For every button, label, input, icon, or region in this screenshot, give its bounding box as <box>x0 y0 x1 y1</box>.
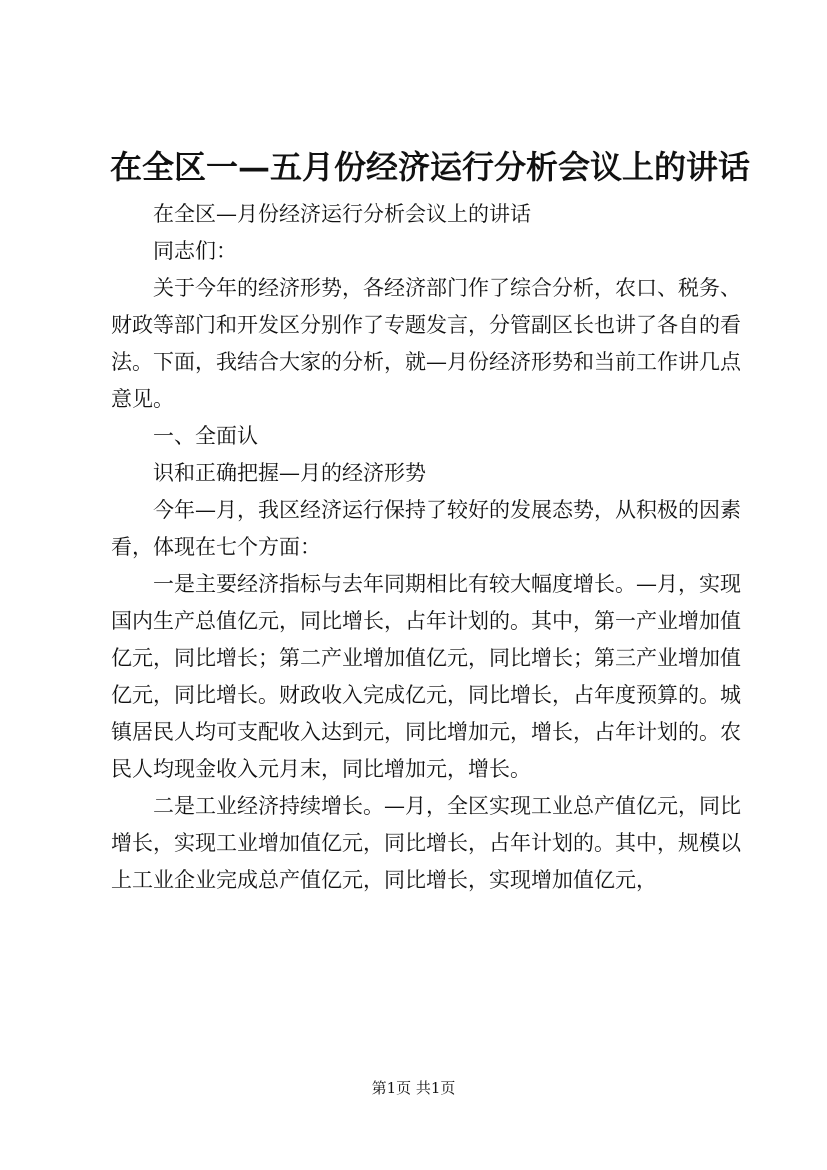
document-body <box>111 196 741 899</box>
paragraph: 关于今年的经济形势，各经济部门作了综合分析，农口、税务、财政等部门和开发区分别作了专题发言，分管副区长也讲了各自的看法。下面，我结合大家的分析，就—月份经济形势和当前工作讲几点意见。 <box>111 276 741 411</box>
paragraph-subtitle: 在全区—月份经济运行分析会议上的讲话 <box>153 202 531 226</box>
paragraph: 二是工业经济持续增长。—月，全区实现工业总产值亿元，同比增长，实现工业增加值亿元，同比增长，占年计划的。其中，规模以上工业企业完成总产值亿元，同比增长，实现增加值亿元， <box>111 794 741 892</box>
section-heading-part2: 识和正确把握—月的经济形势 <box>153 461 426 485</box>
section-heading-part1: 一、全面认 <box>153 424 258 448</box>
paragraph: 一是主要经济指标与去年同期相比有较大幅度增长。—月，实现国内生产总值亿元，同比增长，占年计划的。其中，第一产业增加值亿元，同比增长；第二产业增加值亿元，同比增长；第三产业增加值亿元，同比增长。财政收入完成亿元，同比增长，占年度预算的。城镇居民人均可支配收入达到元，同比增加元，增长，占年计划的。农民人均现金收入元月末，同比增加元，增长。 <box>111 572 741 781</box>
page-footer: 第1页 共1页 <box>371 1079 456 1097</box>
paragraph-salutation: 同志们： <box>153 239 237 263</box>
document-title: 在全区一—五月份经济运行分析会议上的讲话 <box>110 148 751 186</box>
paragraph: 今年—月，我区经济运行保持了较好的发展态势，从积极的因素看，体现在七个方面： <box>111 498 741 559</box>
